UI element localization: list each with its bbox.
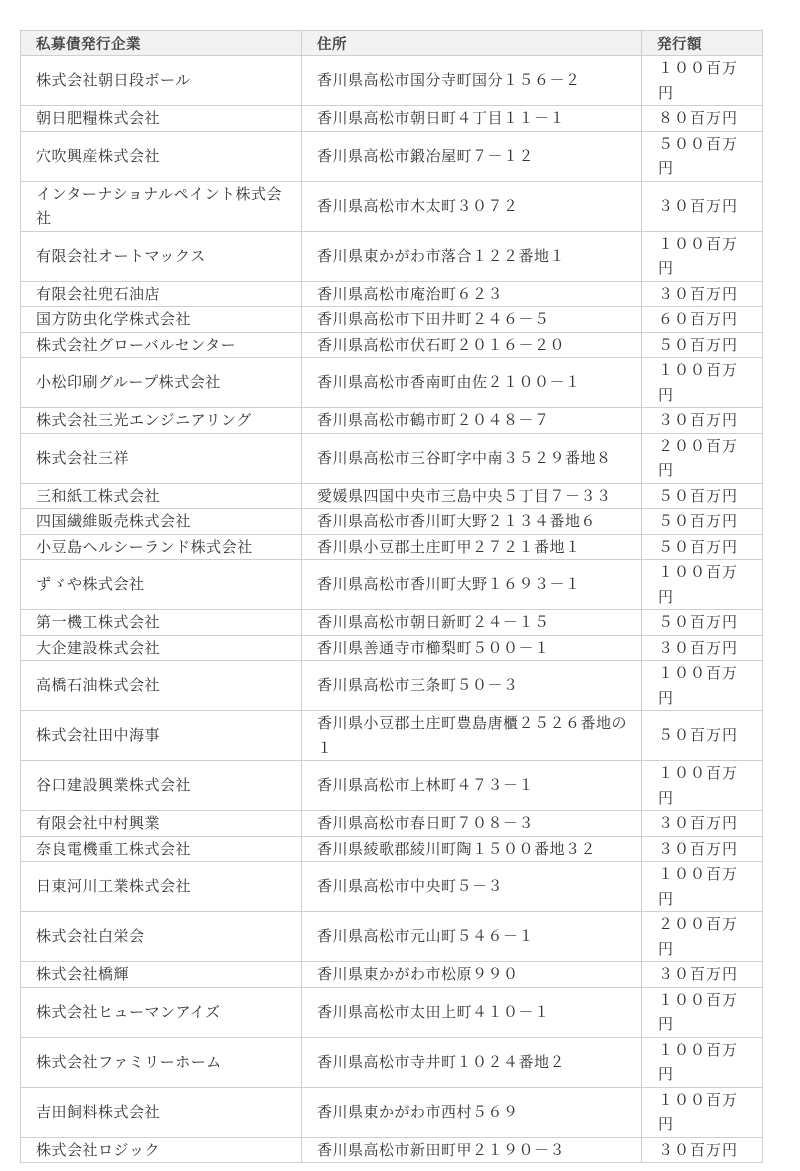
- cell-address: 香川県高松市元山町５４６－１: [302, 912, 642, 962]
- cell-amount: ３０百万円: [642, 836, 763, 862]
- cell-issuer: 吉田飼料株式会社: [21, 1087, 302, 1137]
- cell-issuer: 小松印刷グループ株式会社: [21, 358, 302, 408]
- cell-address: 愛媛県四国中央市三島中央５丁目７－３３: [302, 483, 642, 509]
- cell-amount: １００百万円: [642, 661, 763, 711]
- cell-issuer: ずゞや株式会社: [21, 560, 302, 610]
- cell-issuer: 株式会社橋輝: [21, 962, 302, 988]
- cell-issuer: 株式会社三光エンジニアリング: [21, 408, 302, 434]
- cell-amount: １００百万円: [642, 862, 763, 912]
- table-row: [21, 635, 763, 661]
- table-row: [21, 711, 763, 761]
- cell-amount: ２００百万円: [642, 912, 763, 962]
- cell-address: 香川県高松市朝日新町２４－１５: [302, 610, 642, 636]
- cell-issuer: 穴吹興産株式会社: [21, 131, 302, 181]
- bond-issuers-table: [20, 30, 763, 1163]
- cell-amount: ５０百万円: [642, 483, 763, 509]
- cell-amount: ５０百万円: [642, 332, 763, 358]
- cell-issuer: 株式会社田中海事: [21, 711, 302, 761]
- cell-address: 香川県善通寺市櫛梨町５００－１: [302, 635, 642, 661]
- table-row: [21, 836, 763, 862]
- cell-amount: ３０百万円: [642, 635, 763, 661]
- cell-amount: １００百万円: [642, 231, 763, 281]
- cell-amount: ８０百万円: [642, 106, 763, 132]
- cell-issuer: 株式会社グローバルセンター: [21, 332, 302, 358]
- cell-address: 香川県高松市中央町５－３: [302, 862, 642, 912]
- cell-issuer: 有限会社オートマックス: [21, 231, 302, 281]
- cell-amount: ５０百万円: [642, 509, 763, 535]
- cell-address: 香川県高松市伏石町２０１６－２０: [302, 332, 642, 358]
- cell-amount: １００百万円: [642, 560, 763, 610]
- table-row: [21, 610, 763, 636]
- cell-amount: ５０百万円: [642, 711, 763, 761]
- cell-address: 香川県高松市春日町７０８－３: [302, 811, 642, 837]
- cell-address: 香川県高松市香川町大野２１３４番地６: [302, 509, 642, 535]
- cell-amount: ３０百万円: [642, 962, 763, 988]
- cell-address: 香川県高松市新田町甲２１９０－３: [302, 1137, 642, 1163]
- table-row: [21, 509, 763, 535]
- table-row: [21, 1137, 763, 1163]
- cell-amount: ５０百万円: [642, 534, 763, 560]
- cell-address: 香川県高松市鍛冶屋町７－１２: [302, 131, 642, 181]
- cell-issuer: 谷口建設興業株式会社: [21, 761, 302, 811]
- table-row: [21, 912, 763, 962]
- cell-amount: ３０百万円: [642, 1137, 763, 1163]
- cell-amount: １００百万円: [642, 761, 763, 811]
- table-row: [21, 1037, 763, 1087]
- table-row: [21, 433, 763, 483]
- table-row: [21, 811, 763, 837]
- table-row: [21, 358, 763, 408]
- cell-issuer: 朝日肥糧株式会社: [21, 106, 302, 132]
- cell-issuer: 高橋石油株式会社: [21, 661, 302, 711]
- cell-amount: ６０百万円: [642, 307, 763, 333]
- table-row: [21, 56, 763, 106]
- cell-amount: １００百万円: [642, 1087, 763, 1137]
- cell-issuer: 有限会社中村興業: [21, 811, 302, 837]
- cell-address: 香川県高松市香川町大野１６９３－１: [302, 560, 642, 610]
- table-row: [21, 1087, 763, 1137]
- cell-amount: ５００百万円: [642, 131, 763, 181]
- table-row: [21, 862, 763, 912]
- cell-issuer: 株式会社ロジック: [21, 1137, 302, 1163]
- cell-amount: ３０百万円: [642, 408, 763, 434]
- table-row: [21, 962, 763, 988]
- cell-amount: １００百万円: [642, 987, 763, 1037]
- cell-address: 香川県高松市太田上町４１０－１: [302, 987, 642, 1037]
- cell-issuer: 四国繊維販売株式会社: [21, 509, 302, 535]
- table-row: [21, 761, 763, 811]
- header-issuer: 私募債発行企業: [21, 31, 302, 56]
- cell-address: 香川県高松市木太町３０７２: [302, 181, 642, 231]
- cell-address: 香川県高松市寺井町１０２４番地２: [302, 1037, 642, 1087]
- cell-amount: ３０百万円: [642, 281, 763, 307]
- cell-issuer: 株式会社ヒューマンアイズ: [21, 987, 302, 1037]
- cell-address: 香川県高松市朝日町４丁目１１－１: [302, 106, 642, 132]
- table-row: [21, 661, 763, 711]
- table-row: [21, 231, 763, 281]
- cell-issuer: 小豆島ヘルシーランド株式会社: [21, 534, 302, 560]
- cell-issuer: 日東河川工業株式会社: [21, 862, 302, 912]
- cell-issuer: 三和紙工株式会社: [21, 483, 302, 509]
- table-row: [21, 987, 763, 1037]
- table-row: [21, 332, 763, 358]
- cell-address: 香川県東かがわ市落合１２２番地１: [302, 231, 642, 281]
- cell-issuer: 株式会社三祥: [21, 433, 302, 483]
- cell-amount: ３０百万円: [642, 811, 763, 837]
- cell-amount: １００百万円: [642, 1037, 763, 1087]
- cell-issuer: 株式会社白栄会: [21, 912, 302, 962]
- cell-issuer: 第一機工株式会社: [21, 610, 302, 636]
- cell-address: 香川県小豆郡土庄町甲２７２１番地１: [302, 534, 642, 560]
- cell-address: 香川県高松市三谷町字中南３５２９番地８: [302, 433, 642, 483]
- cell-address: 香川県高松市庵治町６２３: [302, 281, 642, 307]
- cell-address: 香川県高松市鶴市町２０４８－７: [302, 408, 642, 434]
- cell-amount: ３０百万円: [642, 181, 763, 231]
- table-header-row: [21, 31, 763, 56]
- cell-address: 香川県東かがわ市西村５６９: [302, 1087, 642, 1137]
- cell-amount: ２００百万円: [642, 433, 763, 483]
- cell-issuer: インターナショナルペイント株式会社: [21, 181, 302, 231]
- cell-amount: ５０百万円: [642, 610, 763, 636]
- cell-address: 香川県小豆郡土庄町豊島唐櫃２５２６番地の１: [302, 711, 642, 761]
- cell-issuer: 奈良電機重工株式会社: [21, 836, 302, 862]
- table-row: [21, 408, 763, 434]
- header-address: 住所: [302, 31, 642, 56]
- cell-issuer: 有限会社兜石油店: [21, 281, 302, 307]
- table-row: [21, 307, 763, 333]
- table-row: [21, 281, 763, 307]
- cell-address: 香川県高松市香南町由佐２１００－１: [302, 358, 642, 408]
- header-amount: 発行額: [642, 31, 763, 56]
- cell-address: 香川県高松市国分寺町国分１５６－２: [302, 56, 642, 106]
- table-row: [21, 106, 763, 132]
- cell-address: 香川県綾歌郡綾川町陶１５００番地３２: [302, 836, 642, 862]
- cell-issuer: 大企建設株式会社: [21, 635, 302, 661]
- table-row: [21, 131, 763, 181]
- cell-address: 香川県高松市三条町５０－３: [302, 661, 642, 711]
- table-row: [21, 483, 763, 509]
- cell-issuer: 株式会社ファミリーホーム: [21, 1037, 302, 1087]
- cell-amount: １００百万円: [642, 56, 763, 106]
- cell-address: 香川県高松市下田井町２４６－５: [302, 307, 642, 333]
- table-row: [21, 560, 763, 610]
- table-row: [21, 534, 763, 560]
- cell-issuer: 国方防虫化学株式会社: [21, 307, 302, 333]
- cell-address: 香川県高松市上林町４７３－１: [302, 761, 642, 811]
- cell-address: 香川県東かがわ市松原９９０: [302, 962, 642, 988]
- cell-amount: １００百万円: [642, 358, 763, 408]
- cell-issuer: 株式会社朝日段ボール: [21, 56, 302, 106]
- table-row: [21, 181, 763, 231]
